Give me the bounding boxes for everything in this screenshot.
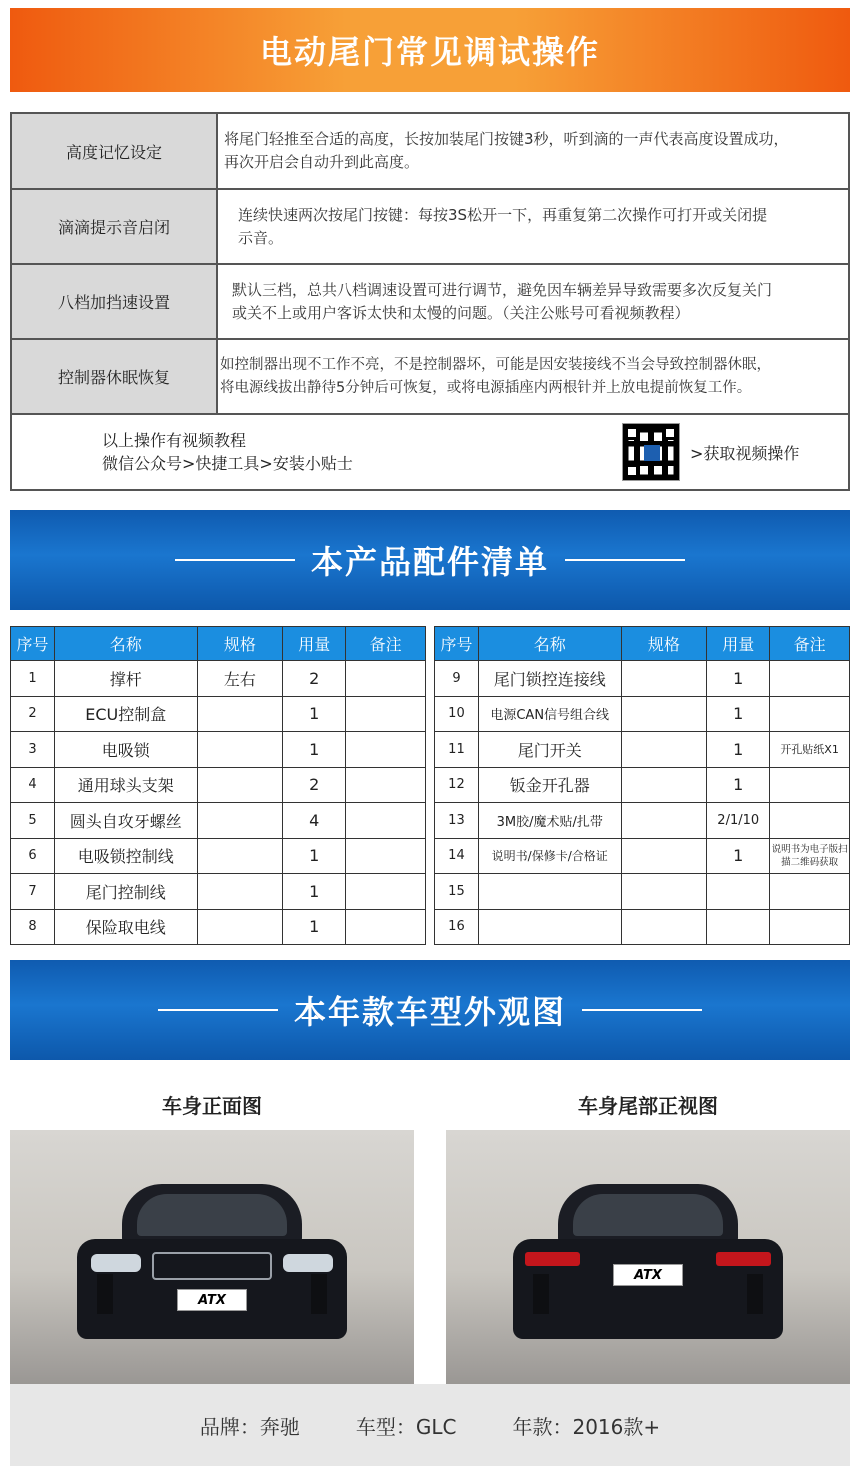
table-cell: 尾门锁控连接线 <box>478 661 621 697</box>
model-info: 车型：GLC <box>355 1414 457 1439</box>
table-cell: 1 <box>283 696 346 732</box>
table-row <box>11 661 426 697</box>
col-header-spec: 规格 <box>197 627 283 661</box>
table-cell <box>197 874 283 910</box>
table-cell <box>197 767 283 803</box>
table-cell <box>621 874 707 910</box>
model-title: 本年款车型外观图 <box>293 993 566 1031</box>
col-header-no: 序号 <box>11 627 55 661</box>
table-cell: 14 <box>435 838 479 874</box>
table-cell: 1 <box>707 732 770 768</box>
table-row <box>11 696 426 732</box>
table-row <box>11 909 426 945</box>
table-cell: 2/1/10 <box>707 803 770 839</box>
table-cell: 说明书/保修卡/合格证 <box>478 838 621 874</box>
tip-text: 默认三档，总共八档调速设置可进行调节，避免因车辆差异导致需要多次反复关门 或关不上或用户客诉太快和太慢的问题。（关注公账号可看视频教程） <box>232 280 773 322</box>
table-row <box>435 838 850 874</box>
model-banner <box>10 960 850 1060</box>
col-header-note: 备注 <box>346 627 426 661</box>
table-cell <box>197 803 283 839</box>
table-cell <box>346 732 426 768</box>
video-note-line1: 以上操作有视频教程 <box>102 431 247 450</box>
table-cell: 开孔贴纸X1 <box>770 732 850 768</box>
table-cell: 电源CAN信号组合线 <box>478 696 621 732</box>
table-header-row <box>11 627 426 661</box>
table-cell <box>621 803 707 839</box>
qr-code-icon[interactable] <box>622 423 680 481</box>
tip-label: 高度记忆设定 <box>12 114 218 188</box>
table-cell <box>770 767 850 803</box>
car-info-bar <box>10 1384 850 1466</box>
table-row <box>435 909 850 945</box>
table-row <box>435 732 850 768</box>
video-note-line2: 微信公众号>快捷工具>安装小贴士 <box>102 454 353 473</box>
table-row <box>435 803 850 839</box>
table-cell: 9 <box>435 661 479 697</box>
rear-photo-caption: 车身尾部正视图 <box>578 1094 718 1118</box>
brand-info: 品牌：奔驰 <box>199 1414 300 1439</box>
col-header-no: 序号 <box>435 627 479 661</box>
table-cell: 保险取电线 <box>54 909 197 945</box>
tip-label: 八档加挡速设置 <box>12 265 218 338</box>
tip-row <box>12 190 848 265</box>
table-cell: 说明书为电子版扫描二维码获取 <box>770 838 850 874</box>
table-cell: 1 <box>283 909 346 945</box>
table-cell <box>621 732 707 768</box>
table-header-row <box>435 627 850 661</box>
table-cell: 1 <box>283 838 346 874</box>
front-plate: ATX <box>177 1289 247 1311</box>
table-cell: 7 <box>11 874 55 910</box>
table-cell: 15 <box>435 874 479 910</box>
front-photo-caption: 车身正面图 <box>162 1094 262 1118</box>
table-cell: 16 <box>435 909 479 945</box>
table-cell: 尾门控制线 <box>54 874 197 910</box>
table-cell: 2 <box>283 767 346 803</box>
table-cell <box>770 803 850 839</box>
table-row <box>11 874 426 910</box>
table-cell: 4 <box>283 803 346 839</box>
table-cell: 11 <box>435 732 479 768</box>
year-info: 年款：2016款+ <box>512 1414 661 1439</box>
col-header-qty: 用量 <box>283 627 346 661</box>
table-cell: 6 <box>11 838 55 874</box>
table-cell: 1 <box>11 661 55 697</box>
table-cell <box>478 874 621 910</box>
debug-banner <box>10 8 850 92</box>
table-cell <box>621 909 707 945</box>
table-cell <box>770 661 850 697</box>
table-cell: 电吸锁控制线 <box>54 838 197 874</box>
table-cell <box>346 838 426 874</box>
table-cell <box>197 838 283 874</box>
table-cell: 1 <box>283 874 346 910</box>
table-cell <box>621 838 707 874</box>
table-cell: 电吸锁 <box>54 732 197 768</box>
table-cell <box>346 696 426 732</box>
table-cell: 1 <box>707 838 770 874</box>
col-header-name: 名称 <box>54 627 197 661</box>
table-cell: 8 <box>11 909 55 945</box>
table-cell <box>346 909 426 945</box>
tip-text: 如控制器出现不工作不亮，不是控制器坏，可能是因安装接线不当会导致控制器休眠， 将电源线拔出静待5分钟后可恢复，或将电源插座内两根针并上放电提前恢复工作。 <box>220 356 771 396</box>
table-cell: 通用球头支架 <box>54 767 197 803</box>
table-cell <box>621 661 707 697</box>
table-cell <box>197 732 283 768</box>
table-cell: 1 <box>707 661 770 697</box>
car-rear-photo <box>446 1130 850 1384</box>
table-cell <box>770 696 850 732</box>
debug-title: 电动尾门常见调试操作 <box>259 33 600 71</box>
table-cell <box>346 874 426 910</box>
table-row <box>435 696 850 732</box>
tips-table <box>10 112 850 491</box>
parts-table-right <box>434 626 850 945</box>
table-cell <box>346 803 426 839</box>
table-cell: 左右 <box>197 661 283 697</box>
table-cell: 5 <box>11 803 55 839</box>
table-cell: 4 <box>11 767 55 803</box>
col-header-qty: 用量 <box>707 627 770 661</box>
tip-label: 滴滴提示音启闭 <box>12 190 218 263</box>
table-row <box>11 732 426 768</box>
table-cell <box>346 661 426 697</box>
table-cell <box>346 767 426 803</box>
table-row <box>435 874 850 910</box>
table-cell: 12 <box>435 767 479 803</box>
rear-plate: ATX <box>613 1264 683 1286</box>
col-header-note: 备注 <box>770 627 850 661</box>
table-cell: 2 <box>11 696 55 732</box>
table-cell: 3 <box>11 732 55 768</box>
table-cell: 圆头自攻牙螺丝 <box>54 803 197 839</box>
table-cell: ECU控制盒 <box>54 696 197 732</box>
tip-row <box>12 340 848 415</box>
tip-label: 控制器休眠恢复 <box>12 340 218 413</box>
table-cell: 钣金开孔器 <box>478 767 621 803</box>
table-cell: 10 <box>435 696 479 732</box>
table-row <box>11 767 426 803</box>
col-header-name: 名称 <box>478 627 621 661</box>
parts-table-left <box>10 626 426 945</box>
table-row <box>435 661 850 697</box>
table-row <box>11 838 426 874</box>
table-cell: 3M胶/魔术贴/扎带 <box>478 803 621 839</box>
tip-row <box>12 114 848 190</box>
table-cell <box>707 909 770 945</box>
table-cell: 2 <box>283 661 346 697</box>
table-cell: 尾门开关 <box>478 732 621 768</box>
table-cell <box>197 909 283 945</box>
tip-text: 将尾门轻推至合适的高度，长按加装尾门按键3秒，听到滴的一声代表高度设置成功， 再次开启会自动升到此高度。 <box>224 130 789 171</box>
video-tutorial-note <box>12 429 612 475</box>
table-cell <box>707 874 770 910</box>
car-front-photo <box>10 1130 414 1384</box>
parts-title: 本产品配件清单 <box>310 543 549 581</box>
get-video-link[interactable]: >获取视频操作 <box>690 443 800 463</box>
table-row <box>435 767 850 803</box>
table-row <box>11 803 426 839</box>
table-cell <box>770 874 850 910</box>
table-cell <box>621 767 707 803</box>
table-cell: 撑杆 <box>54 661 197 697</box>
tips-footer <box>12 415 848 489</box>
tip-row <box>12 265 848 340</box>
table-cell: 1 <box>707 767 770 803</box>
table-cell <box>770 909 850 945</box>
table-cell <box>621 696 707 732</box>
table-cell <box>478 909 621 945</box>
parts-banner <box>10 510 850 610</box>
col-header-spec: 规格 <box>621 627 707 661</box>
table-cell: 1 <box>707 696 770 732</box>
table-cell: 1 <box>283 732 346 768</box>
tip-text: 连续快速两次按尾门按键：每按3S松开一下，再重复第二次操作可打开或关闭提 示音。 <box>238 205 768 247</box>
table-cell: 13 <box>435 803 479 839</box>
table-cell <box>197 696 283 732</box>
